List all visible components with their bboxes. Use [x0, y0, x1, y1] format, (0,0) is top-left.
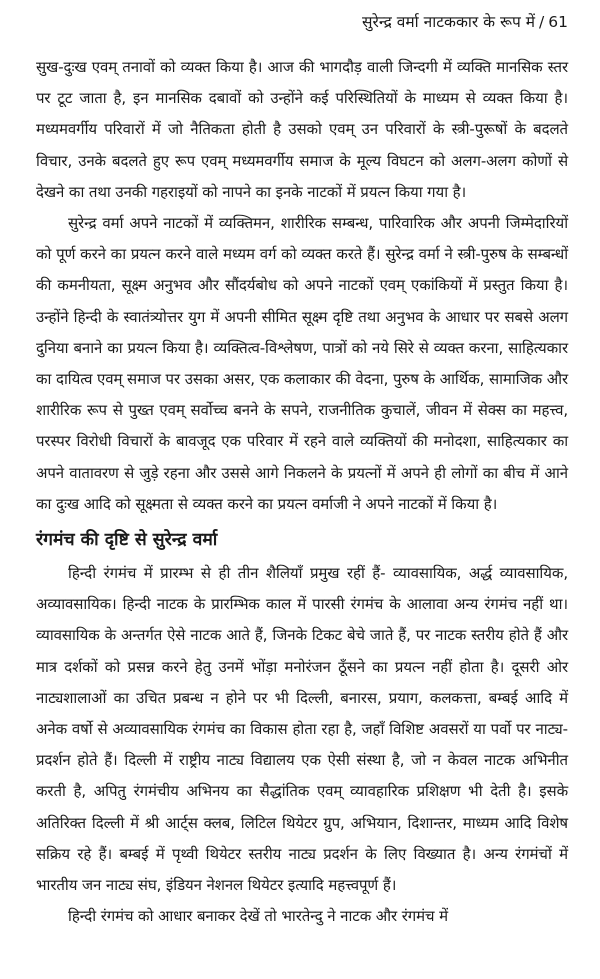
header-separator: /: [539, 13, 545, 31]
paragraph-2: सुरेन्द्र वर्मा अपने नाटकों में व्यक्तिमन, शारीरिक सम्बन्ध, पारिवारिक और अपनी जिम्मेदारियों को पूर्ण करने का प्रयत्न करने वाले मध्यम वर्ग को व्यक्त करते हैं। सुरेन्द्र वर्मा ने स्त्री-पुरुष के सम्बन्धों की कमनीयता, सूक्ष्म अनुभव और सौंदर्यबोध को अपने नाटकों एवम् एकांकियों में प्रस्तुत किया है। उन्होंने हिन्दी के स्वातंत्र्योत्तर युग में अपनी सीमित सूक्ष्म दृष्टि तथा अनुभव के आधार पर सबसे अलग दुनिया बनाने का प्रयत्न किया है। व्यक्तित्व-विश्लेषण, पात्रों को नये सिरे से व्यक्त करना, साहित्यकार का दायित्व एवम् समाज पर उसका असर, एक कलाकार की वेदना, पुरुष के आर्थिक, सामाजिक और शारीरिक रूप से पुख्त एवम् सर्वोच्च बनने के सपने, राजनीतिक कुचालें, जीवन में सेक्स का महत्त्व, परस्पर विरोधी विचारों के बावजूद एक परिवार में रहने वाले व्यक्तियों की मनोदशा, साहित्यकार का अपने वातावरण से जुड़े रहना और उससे आगे निकलने के प्रयत्नों में अपने ही लोगों का बीच में आने का दुःख आदि को सूक्ष्मता से व्यक्त करने का प्रयत्न वर्माजी ने अपने नाटकों में किया है।: [36, 214, 568, 513]
section-heading: रंगमंच की दृष्टि से सुरेन्द्र वर्मा: [36, 530, 218, 551]
section-paragraph-2: हिन्दी रंगमंच को आधार बनाकर देखें तो भारतेन्दु ने नाटक और रंगमंच में: [68, 907, 448, 926]
section-paragraph-1: हिन्दी रंगमंच में प्रारम्भ से ही तीन शैलियाँ प्रमुख रहीं हैं- व्यावसायिक, अर्द्ध व्यावसायिक, अव्यावसायिक। हिन्दी नाटक के प्रारम्भिक काल में पारसी रंगमंच के आलावा अन्य रंगमंच नहीं था। व्यावसायिक के अन्तर्गत ऐसे नाटक आते हैं, जिनके टिकट बेचे जाते हैं, पर नाटक स्तरीय होते हैं और मात्र दर्शकों को प्रसन्न करने हेतु उनमें भोंड़ा मनोरंजन ठूँसने का प्रयत्न नहीं होता है। दूसरी ओर नाट्यशालाओं का उचित प्रबन्ध न होने पर भी दिल्ली, बनारस, प्रयाग, कलकत्ता, बम्बई आदि में अनेक वर्षो से अव्यावसायिक रंगमंच का विकास होता रहा है, जहाँ विशिष्ट अवसरों या पर्वो पर नाट्य-प्रदर्शन होते हैं। दिल्ली में राष्ट्रीय नाट्य विद्यालय एक ऐसी संस्था है, जो न केवल नाटक अभिनीत करती है, अपितु रंगमंचीय अभिनय का सैद्धांतिक एवम् व्यावहारिक प्रशिक्षण भी देती है। इसके अतिरिक्त दिल्ली में श्री आर्ट्स क्लब, लिटिल थियेटर ग्रुप, अभियान, दिशान्तर, माध्यम आदि विशेष सक्रिय रहे हैं। बम्बई में पृथ्वी थियेटर स्तरीय नाट्य प्रदर्शन के लिए विख्यात है। अन्य रंगमंचों में भारतीय जन नाट्य संघ, इंडियन नेशनल थियेटर इत्यादि महत्त्वपूर्ण हैं।: [36, 564, 568, 895]
body-text: [36, 52, 568, 932]
running-header: [36, 10, 568, 36]
page-number: 61: [548, 13, 568, 31]
running-title: सुरेन्द्र वर्मा नाटककार के रूप में: [362, 13, 536, 31]
paragraph-1: सुख-दुःख एवम् तनावों को व्यक्त किया है। आज की भागदौड़ वाली जिन्दगी में व्यक्ति मानसिक स्तर पर टूट जाता है, इन मानसिक दबावों को उन्होंने कई परिस्थितियों के माध्यम से व्यक्त किया है। मध्यमवर्गीय परिवारों में जो नैतिकता होती है उसको एवम् उन परिवारों के स्त्री-पुरूषों के बदलते विचार, उनके बदलते हुए रूप एवम् मध्यमवर्गीय समाज के मूल्य विघटन को अलग-अलग कोणों से देखने का तथा उनकी गहराइयों को नापने का इनके नाटकों में प्रयत्न किया गया है।: [36, 58, 568, 201]
